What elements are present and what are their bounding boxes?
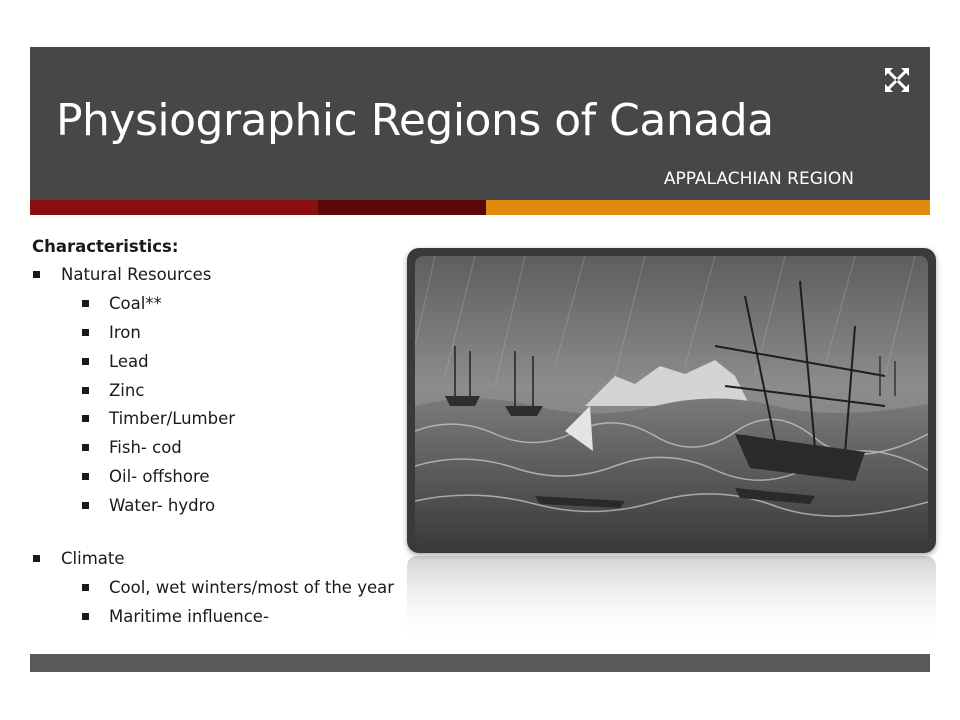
accent-bar-red [30,200,318,215]
image-reflection [407,556,936,648]
list-item-label: Oil- offshore [109,467,210,487]
slide-title: Physiographic Regions of Canada [56,95,774,146]
slide-subtitle: APPALACHIAN REGION [663,169,854,189]
square-bullet-icon [82,444,89,451]
footer-bar [30,654,930,672]
list-item-label: Coal** [109,293,162,313]
square-bullet-icon [82,358,89,365]
list-item-label: Fish- cod [109,438,182,458]
expand-arrows-icon [884,67,910,93]
accent-bar-orange [486,200,930,215]
shipwreck-illustration [407,248,936,553]
characteristics-heading: Characteristics: [32,237,179,256]
square-bullet-icon [82,415,89,422]
square-bullet-icon [82,300,89,307]
list-item-label: Maritime influence- [109,606,269,626]
list-item-label: Zinc [109,380,145,400]
list-item-label: Lead [109,351,149,371]
title-bar [30,47,930,200]
square-bullet-icon [82,502,89,509]
square-bullet-icon [33,271,40,278]
square-bullet-icon [82,329,89,336]
square-bullet-icon [82,387,89,394]
list-item-label: Iron [109,322,141,342]
square-bullet-icon [33,555,40,562]
square-bullet-icon [82,584,89,591]
square-bullet-icon [82,613,89,620]
list-item-label: Timber/Lumber [109,409,236,429]
square-bullet-icon [82,473,89,480]
list-item-label: Water- hydro [109,496,216,516]
list-item-label: Cool, wet winters/most of the year [109,577,395,597]
list-item-label: Natural Resources [61,265,212,284]
storm-ships-engraving [415,256,928,545]
accent-bar-dark-red [318,200,486,215]
list-item-label: Climate [61,549,125,569]
